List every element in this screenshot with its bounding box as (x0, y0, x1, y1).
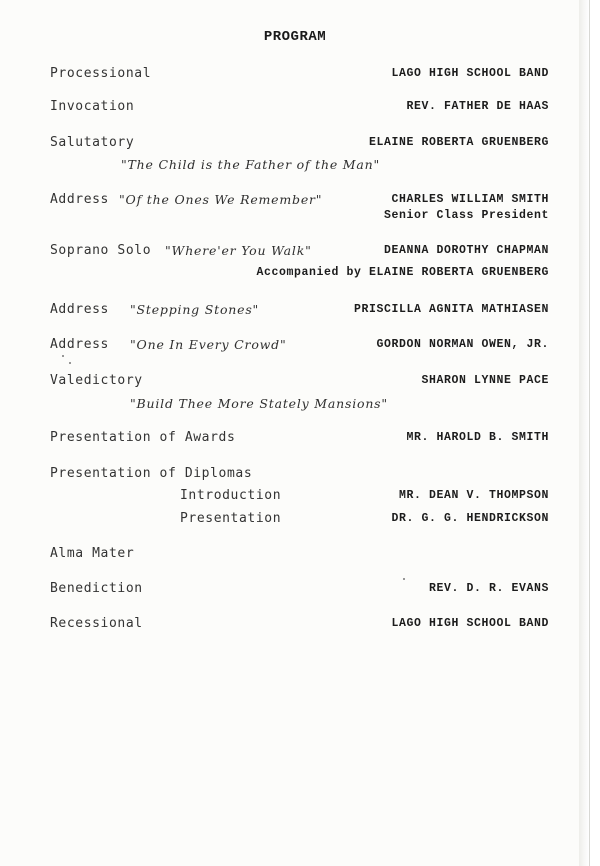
processional-performer: LAGO HIGH SCHOOL BAND (391, 67, 549, 80)
alma-mater-label: Alma Mater (50, 546, 135, 561)
salutatory-title: "The Child is the Father of the Man" (121, 157, 381, 172)
invocation-label: Invocation (50, 99, 135, 114)
valedictory-performer: SHARON LYNNE PACE (421, 374, 549, 387)
benediction-label: Benediction (50, 581, 143, 596)
salutatory-label: Salutatory (50, 135, 135, 150)
recessional-label: Recessional (50, 616, 143, 631)
scan-speck (69, 362, 71, 364)
valedictory-title: "Build Thee More Stately Mansions" (130, 396, 388, 411)
awards-performer: MR. HAROLD B. SMITH (406, 431, 549, 444)
address-3-performer: GORDON NORMAN OWEN, JR. (376, 338, 549, 351)
scan-speck (403, 578, 405, 580)
recessional-performer: LAGO HIGH SCHOOL BAND (391, 617, 549, 630)
address-1-role: Senior Class President (383, 209, 549, 222)
address-2-performer: PRISCILLA AGNITA MATHIASEN (353, 303, 549, 316)
diplomas-label: Presentation of Diplomas (50, 466, 253, 481)
benediction-performer: REV. D. R. EVANS (428, 582, 549, 595)
soprano-solo-label: Soprano Solo (50, 243, 152, 258)
soprano-solo-title: "Where'er You Walk" (165, 243, 312, 258)
valedictory-label: Valedictory (50, 373, 143, 388)
address-1-label: Address (50, 192, 109, 207)
address-3-label: Address (50, 337, 109, 352)
address-2-title: "Stepping Stones" (130, 302, 260, 317)
diplomas-presentation-label: Presentation (180, 511, 282, 526)
awards-label: Presentation of Awards (50, 430, 236, 445)
invocation-performer: REV. FATHER DE HAAS (406, 100, 549, 113)
diplomas-introduction-label: Introduction (180, 488, 282, 503)
diplomas-introduction-performer: MR. DEAN V. THOMPSON (398, 489, 549, 502)
diplomas-presentation-performer: DR. G. G. HENDRICKSON (391, 512, 549, 525)
salutatory-performer: ELAINE ROBERTA GRUENBERG (368, 136, 549, 149)
address-2-label: Address (50, 302, 109, 317)
processional-label: Processional (50, 66, 152, 81)
soprano-solo-performer: DEANNA DOROTHY CHAPMAN (383, 244, 549, 257)
program-title: PROGRAM (263, 29, 327, 45)
address-1-performer: CHARLES WILLIAM SMITH (391, 193, 549, 206)
address-1-title: "Of the Ones We Remember" (119, 192, 323, 207)
scan-speck (62, 355, 64, 357)
soprano-solo-accompaniment: Accompanied by ELAINE ROBERTA GRUENBERG (256, 266, 549, 279)
address-3-title: "One In Every Crowd" (130, 337, 287, 352)
page-edge-shadow (579, 0, 589, 866)
